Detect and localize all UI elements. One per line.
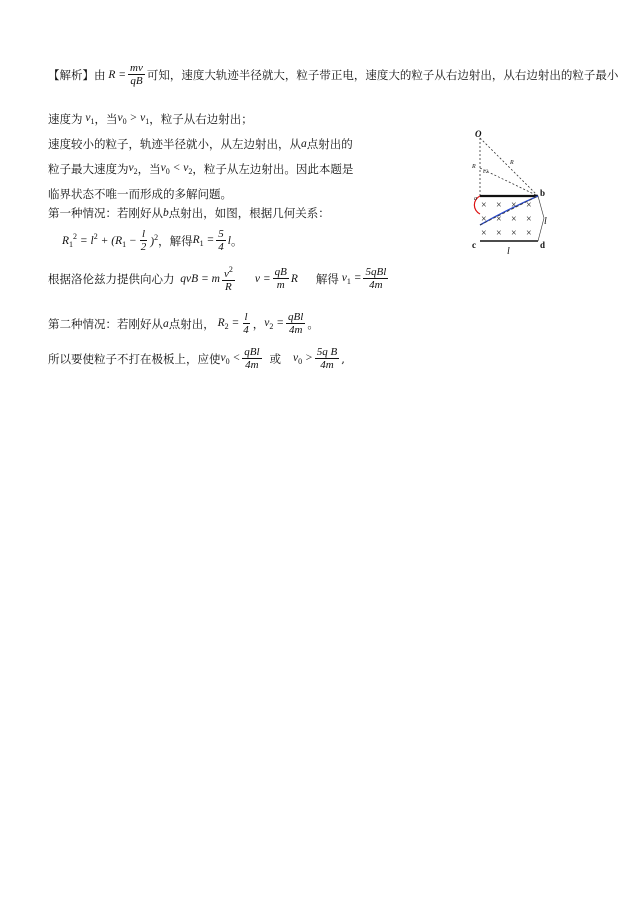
- result-r1: $R_1$ =: [192, 233, 215, 248]
- label-d: d: [540, 240, 546, 250]
- frac-5-4: $\frac{5}{4}$: [218, 228, 224, 253]
- line-9: 第二种情况：若刚好从 a 点射出， $R_2$ = $\frac{l}{4}$ ， $v_2$ = $\frac{\text{qBl}}{4m}$ 。: [48, 311, 319, 336]
- line-1-text: 可知，速度大轨迹半径就大，粒子带正电，速度大的粒子从右边射出，从右边射出的粒子最小: [146, 67, 619, 82]
- label-o: O: [475, 129, 482, 139]
- formula-radius: R =: [105, 68, 127, 81]
- label-l-half: l/2: [483, 170, 489, 175]
- line-3: [48, 136, 353, 152]
- magnetic-field-diagram: [466, 128, 556, 256]
- equation-v-r: R: [290, 272, 298, 285]
- line-6-text-a: 第一种情况：若刚好从: [48, 206, 163, 220]
- line-9-end: 。: [307, 316, 319, 331]
- field-cross: ×: [511, 200, 517, 211]
- line-3-end: 点射出的: [306, 137, 353, 151]
- frac-l-2: $\frac{l}{2}$: [140, 228, 147, 253]
- field-cross: ×: [496, 228, 502, 239]
- line-2: [48, 111, 253, 127]
- field-cross: ×: [481, 214, 487, 225]
- line-8-solve: 解得: [315, 271, 339, 286]
- label-b: b: [540, 188, 546, 198]
- inequality-v0-gt-v1: $v_0 > v_1$: [117, 112, 150, 126]
- line-4-text-a: 粒子最大速度为: [48, 162, 129, 176]
- frac-qbl-4m: $\frac{\text{qBl}}{4m}$: [288, 311, 304, 336]
- field-cross: ×: [481, 200, 487, 211]
- line-2-text-c: ，粒子从右边射出；: [149, 112, 253, 126]
- result-v2: $v_2$ =: [264, 316, 285, 331]
- result-r1-l: l: [227, 234, 231, 247]
- frac-l-4: $\frac{l}{4}$: [243, 311, 249, 336]
- line-1: [48, 62, 618, 87]
- label-r-top: R: [510, 160, 514, 166]
- line-10-or: 或: [269, 351, 282, 366]
- equation-geometry: $R_1^2 = l^2 + (R_1$ −: [62, 232, 137, 249]
- field-cross: ×: [511, 214, 517, 225]
- line-2-text-a: 速度为: [48, 112, 83, 126]
- line-6: [48, 205, 330, 221]
- label-a: a: [474, 196, 477, 202]
- line-2-text-b: ，当: [94, 112, 118, 126]
- line-8: [48, 264, 390, 293]
- frac-v2-r: $\frac{v^2}{R}$: [223, 265, 233, 293]
- line-9-text-a: 第二种情况：若刚好从: [48, 316, 163, 331]
- field-cross: ×: [496, 214, 502, 225]
- line-5: [48, 186, 232, 202]
- line-4-text-b: ，当: [137, 162, 161, 176]
- frac-mv-qb: $\frac{mv}{qB}$: [130, 62, 143, 87]
- equation-geometry-close: )$^2$: [150, 233, 159, 248]
- label-l-bottom: l: [507, 246, 510, 256]
- answer-lower: $v_0$ <: [220, 351, 241, 366]
- result-v1: $v_1$ =: [338, 271, 362, 286]
- field-cross: ×: [526, 228, 532, 239]
- equation-force: qvB = m: [174, 272, 220, 285]
- line-8-text: 根据洛伦兹力提供向心力: [48, 271, 175, 286]
- label-r-left: R: [472, 164, 476, 170]
- frac-qb-m: $\frac{qB}{m}$: [274, 266, 287, 291]
- line-10: 所以要使粒子不打在极板上，应使 $v_0$ < $\frac{\text{qBl}}{4m}$ 或 $v_0$ > $\frac{\text{5q B}}{4m}$ ,: [48, 346, 345, 371]
- line-3-text: 速度较小的粒子，轨迹半径就小，从左边射出，从: [48, 137, 301, 151]
- answer-upper: $v_0$ >: [293, 351, 313, 366]
- line-5-text: 临界状态不唯一而形成的多解问题。: [48, 187, 232, 201]
- frac-qbl-4m-2: $\frac{\text{qBl}}{4m}$: [244, 346, 260, 371]
- line-4: [48, 161, 353, 177]
- field-cross: ×: [526, 200, 532, 211]
- line-4-text-c: ，粒子从左边射出。因此本题是: [192, 162, 354, 176]
- label-l-right: l: [544, 216, 547, 227]
- point-b-ref: b: [163, 207, 169, 219]
- line-10-text: 所以要使粒子不打在极板上，应使: [48, 351, 221, 366]
- point-a-ref-2: a: [163, 317, 169, 330]
- line-7-text: ，解得: [158, 233, 193, 248]
- label-c: c: [472, 240, 476, 250]
- symbol-v1: $v_1$: [82, 112, 95, 126]
- line-7: $R_1^2 = l^2 + (R_1$ − $\frac{l}{2}$ )$^2$ ，解得 $R_1$ = $\frac{5}{4}$ l 。: [62, 228, 243, 253]
- result-r2: $R_2$ =: [214, 316, 240, 331]
- symbol-v2: $v_2$: [128, 162, 138, 176]
- frac-5qb-4m: $\frac{\text{5q B}}{4m}$: [316, 346, 338, 371]
- field-cross: ×: [511, 228, 517, 239]
- field-cross: ×: [496, 200, 502, 211]
- analysis-heading: 【解析】由: [48, 67, 106, 82]
- equation-v: v =: [254, 272, 271, 285]
- field-cross: ×: [526, 214, 532, 225]
- frac-5qbl-4m: $\frac{\text{5qBl}}{4m}$: [365, 266, 387, 291]
- point-a-ref: a: [301, 138, 307, 150]
- field-cross: ×: [481, 228, 487, 239]
- line-9-text-b: 点射出，: [168, 316, 215, 331]
- inequality-v0-lt-v2: $v_0 < v_2$: [160, 162, 193, 176]
- line-6-text-b: 点射出，如图，根据几何关系：: [168, 206, 330, 220]
